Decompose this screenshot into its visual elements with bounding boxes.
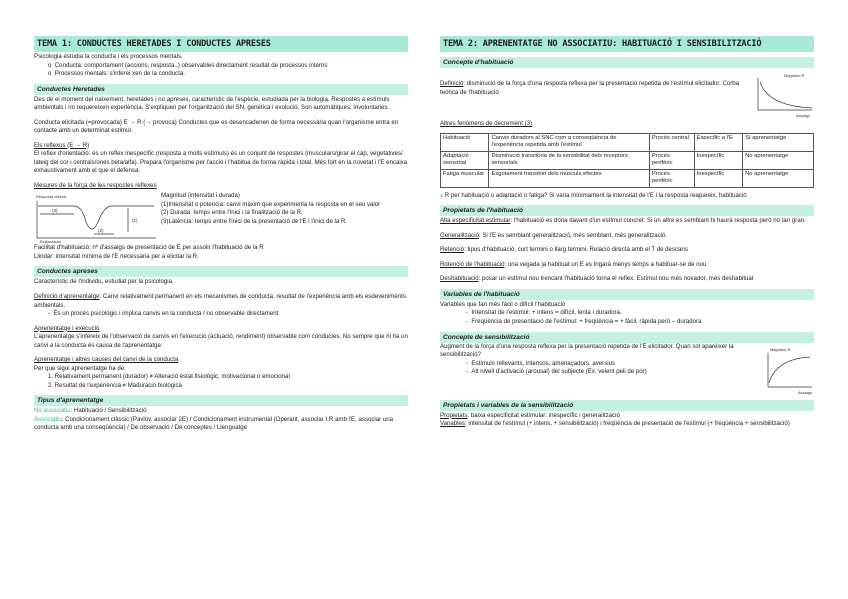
elicitada-text: Conducta elicitada (=provocada) E → R (→ provoca) Conductes que es desencadenen de forma necessària quan l'organisme entra en contacte amb un determinat estímul. <box>34 118 399 135</box>
facilitat-text: Facilitat d'habituació: nº d'assaigs de presentació de E per assolir l'habituació de la R <box>34 244 264 252</box>
decrement-table <box>440 133 814 188</box>
altres-causes-item: 2. Resultat de l'experiència ≠ Maduració biològica <box>48 381 182 389</box>
sensitization-curve-graph <box>754 343 814 395</box>
propietat-item: Generalització: Si l'E es semblant generalització, més semblant, més generalització. <box>440 231 668 239</box>
variables-sensib-text: Variables: intensitat de l'estímul (+ intens, + sensibilització) i freqüència de presentació de l'estímul (+ freqüència + sensibilització) <box>440 420 790 428</box>
mesures-title: Mesures de la força de les respostes reflexes <box>34 181 157 189</box>
table-row: Habituació Canvis duradors al SNC com a conseqüència de l'experiència repetida amb l'estímul Procés central Específic a l'E Sí aprenentatge <box>441 133 814 151</box>
sensib-text-block <box>440 343 754 395</box>
graph-tick-2: (2) <box>98 228 104 234</box>
mesura-item: (2) Durada: temps entre l'inici i la finalització de la R. <box>161 209 303 217</box>
table-row: Adaptació sensorial Disminució transitòria de la sensibilitat dels receptors sensorials Procés perifèric Inespecífic No aprenentatge <box>441 151 814 169</box>
altres-causes-item: 1. Relativament permanent (durador) ≠ Alteració estat fisiològic, motivacional o emocional <box>48 373 290 381</box>
variables-header: Variables de l'habituació <box>440 289 814 300</box>
llindar-text: Llindar: intensitat mínima de l'E necessària per a elicitar la R. <box>34 252 199 260</box>
definicio-block <box>440 72 814 118</box>
definicio-bullet: - És un procés psicològic i implica canvis en la conducta / no observable directament <box>48 310 279 318</box>
propietats-sensib-header: Propietats i variables de la sensibilització <box>440 400 814 411</box>
concepte-habituacio-header: Concepte d'habituació <box>440 57 814 68</box>
associatiu-text: Associatiu: Condicionament clàssic (Pavlov, associar 2E) / Condicionament instrumental (Operant, associar I.R amb l'E, associar una conducta amb una conseqüència) / De observació / De conceptes / Llenguatge <box>34 415 394 432</box>
intro-bullet: o Conducta: comportament (accions, resposta..) observables directament resultat de processos interns <box>48 61 328 69</box>
tema1-title: TEMA 1: CONDUCTES HERETADES I CONDUCTES APRESES <box>34 36 408 52</box>
sens-graph-y-label: Magnitud R <box>770 346 791 352</box>
graph-label-x: Estimulador <box>40 239 62 245</box>
hab-graph-x-label: Assaigs <box>796 113 811 118</box>
tipus-header: Tipus d'aprenentatge <box>34 395 408 406</box>
hab-graph-y-label: Magnitud R <box>784 73 805 78</box>
sensibilitzacio-header: Concepte de sensibilització <box>440 332 814 343</box>
habituation-curve-graph <box>754 72 814 118</box>
altres-causes-title: Aprenentatge i altres causes del canvi de la conducta <box>34 356 179 364</box>
reflex-response-graph <box>34 192 158 244</box>
propietat-item: Retenció: tipus d'habituació, curt termini o llarg termini. Relació directa amb el T de descans <box>440 246 688 254</box>
propietat-item: Deshabituació: posar un estímul nou trencant l'habituació torna el reflex. Estímul nou més novador, més deshabituat <box>440 275 754 283</box>
tema2-title: TEMA 2: APRENENTATGE NO ASSOCIATIU: HABITUACIÓ I SENSIBILITZACIÓ <box>440 36 814 52</box>
execucio-text: L'aprenentatge s'infereix de l'observació de canvis en l'execució (actuació, rendiment) observable com conductes. No sempre que hi ha un canvi a la conducta és causa de l'aprenentatge. <box>34 333 408 349</box>
heretades-text: Des de el moment del naixement, heretades i no apreses, característic de l'espècie, estudiada per la biologia. Respostes a estímuls ambientals i no requereixen experiència. S'expliquen per l'organització del SN, genètica i evolució. Son automàtiques, involuntaries. <box>34 95 390 112</box>
apreses-header: Conductes apreses <box>34 266 408 277</box>
intro-text: Psicologia estudia la conducta i els processos mentals. <box>34 53 183 60</box>
mesures-list <box>161 192 408 244</box>
heretades-header: Conductes Heretades <box>34 84 408 95</box>
propietat-item: Alta especificitat estimular: l'habituació es dona davant d'un estímul concret. Si un altre es semblant hi haurà resposta però no tan gran. <box>440 217 806 225</box>
definicio-habituacio: Definició: disminució de la força d'una resposta reflexa per la presentació repetida de l'estímul elicitador. Corba teòrica de l'habituació <box>440 80 740 96</box>
graph-label-y: Resposta reflexa <box>36 194 67 200</box>
reflexos-text: El reflex d'orientació: és un reflex inespecífic (resposta a molts estímuls) és un conjunt de respostes (musculars/girar el cap, vegetatives/ lateig del cor i centrals/ones beta/alfa). Prepara l'organisme per l'acció i l'habitua de forma ràpida i total. Més fort en la novetat i l'E encaixa exhaustivament amb el que el defensa. <box>34 150 408 175</box>
variable-item: - Freqüència de presentació de l'estímul: + freqüència = + fàcil, ràpida però – duradora <box>466 317 702 325</box>
intro-bullet: o Processos mentals: s'inferei xen de la conducta. <box>48 70 185 78</box>
graph-tick-1: (1) <box>132 218 138 224</box>
table-row: Fatiga muscular Esgotament transitori dels músculs efectes Procés perifèric Inespecífic No aprenentatge <box>441 169 814 187</box>
sensib-block <box>440 343 814 395</box>
execucio-title: Aprenentatge i execució <box>34 324 100 332</box>
sensib-item: - Estímuls rellevants, intensos, amenaçadors, aversius <box>466 359 616 367</box>
arrow-note: ↓ R per habituació o adaptació o fatiga? Si varia mínimament la intensitat de l'E i la resposta reapareix, habituació <box>440 191 747 199</box>
left-column <box>34 36 408 433</box>
mesura-item: Magnitud (intensitat i durada) <box>161 192 240 200</box>
no-associatiu-text: No associatiu: Habituació / Sensibilització <box>34 407 147 415</box>
variables-intro: Variables que fan més fàcil o difícil l'habituació <box>440 300 566 308</box>
graph-tick-3: (3) <box>52 208 58 214</box>
altres-fenomens-title: Altres fenòmens de decrement (3) <box>440 120 533 127</box>
mesura-item: (1)Intensitat o potencia: canvi màxim que experimenta la resposta en el seu valor <box>161 200 381 208</box>
propietat-item: Rotenció de l'habituació: una vegada ja habituat un E es trigarà menys temps a habituar-se de nou <box>440 260 707 268</box>
sensib-text: Augment de la força d'una resposta reflexa per la presentació repetida de l'E elicitador. Quan sol aparèixer la sensibilització? <box>440 342 734 359</box>
variable-item: - Intensitat de l'estímul: + intens = difícil, lenta i duradora. <box>466 309 622 317</box>
reflexos-title: Els reflexos (E → R) <box>34 141 90 149</box>
altres-causes-intro: Per que sigui aprenentatge ha de: <box>34 364 126 372</box>
propietats-header: Propietats de l'habituació <box>440 205 814 216</box>
mesures-block <box>34 192 408 244</box>
propietats-sensib-text: Propietats: baixa especificitat estimular: inespecífic i generalització <box>440 411 620 419</box>
apreses-text: Característic de l'individu, estudiat per la psicologia. <box>34 278 174 286</box>
right-column <box>440 36 814 429</box>
sens-graph-x-label: Assaigs <box>798 389 813 395</box>
definicio-aprenentatge: Definició d'aprenentatge: Canvi relativament permanent en els mecanismes de conducta, resultat de l'experiència amb els esdeveniments ambientals. <box>34 292 406 309</box>
mesura-item: (3)Latència: temps entre l'inici de la presentació de l'E i l'inici de la R. <box>161 217 348 225</box>
sensib-item: - Alt nivell d'activació (arousal) del subjecte (Ex: veient peli de por) <box>466 368 647 376</box>
